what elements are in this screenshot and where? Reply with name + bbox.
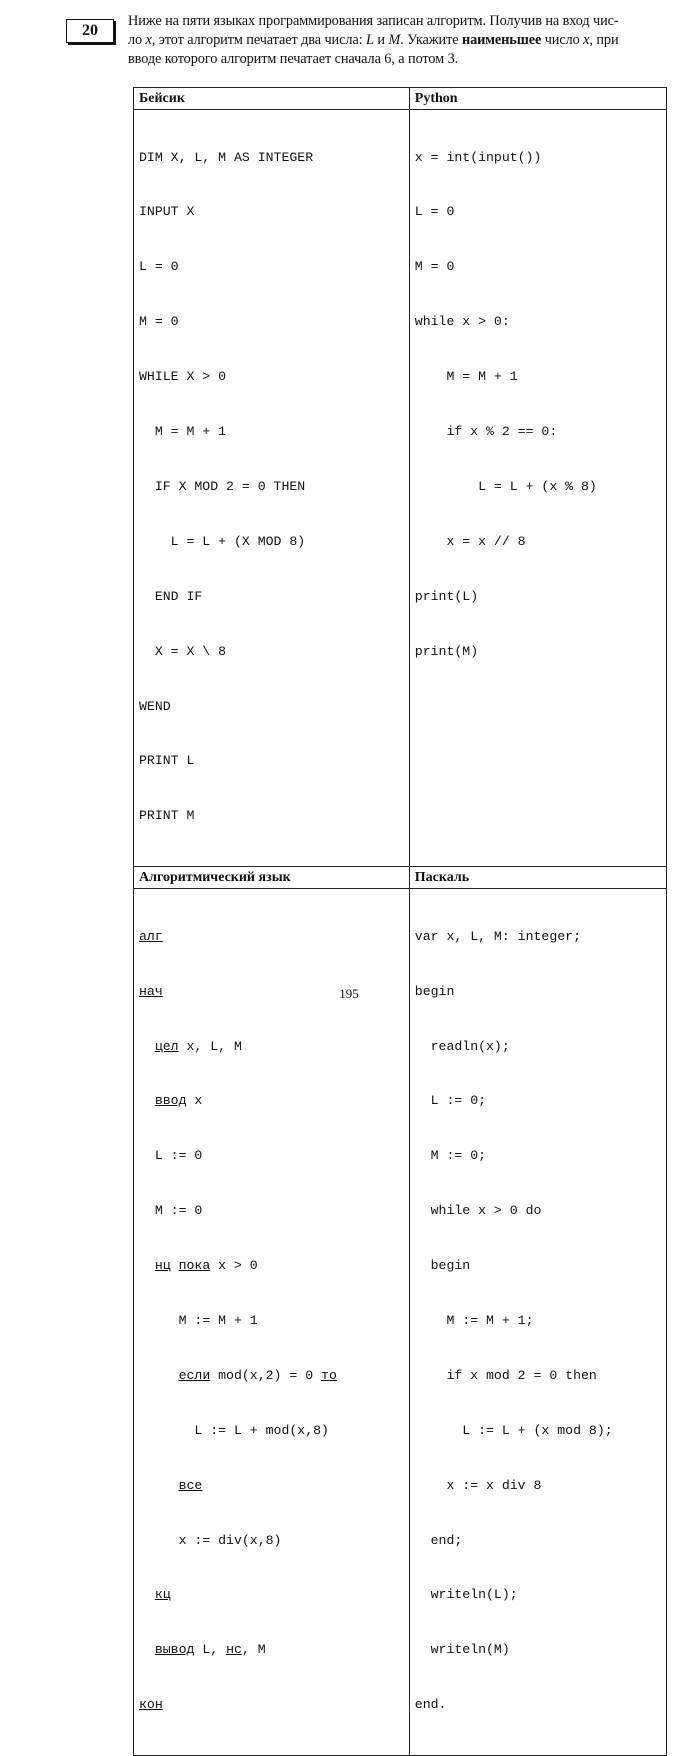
code-line <box>139 1477 404 1495</box>
code-line: print(M) <box>414 643 479 659</box>
task-line-1 <box>128 12 688 31</box>
var-M: M <box>388 32 401 48</box>
code-text: x := div(x,8) <box>178 1532 282 1548</box>
keyword: кц <box>154 1587 171 1603</box>
code-table <box>133 87 667 1756</box>
code-line <box>139 1641 404 1659</box>
keyword: все <box>178 1477 203 1493</box>
code-text: mod(x,2) = 0 <box>210 1367 322 1383</box>
basic-header: Бейсик <box>134 88 410 110</box>
code-line: L = L + (X MOD 8) <box>139 533 306 549</box>
var-x: x <box>583 32 590 48</box>
code-line: print(L) <box>414 588 479 604</box>
keyword: нц <box>154 1258 171 1274</box>
code-text: L := 0 <box>154 1148 203 1164</box>
emphasis-word: наименьшее <box>461 32 542 48</box>
code-text: L := L + mod(x,8) <box>194 1422 329 1438</box>
task-text-part: и <box>373 32 389 48</box>
code-line: L = 0 <box>139 259 179 275</box>
task-text-part: , при <box>589 32 619 48</box>
code-line: x := x div 8 <box>414 1477 542 1493</box>
task-number: 20 <box>66 19 114 43</box>
code-line: END IF <box>139 588 203 604</box>
python-code-cell <box>409 110 666 867</box>
code-line: X = X \ 8 <box>139 643 227 659</box>
code-line <box>139 1696 404 1714</box>
task-line-3: вводе которого алгоритм печатает сначала 6, а потом 3. <box>128 51 459 67</box>
task-line-2 <box>128 31 688 50</box>
code-line: begin <box>414 1258 471 1274</box>
python-header: Python <box>409 88 666 110</box>
basic-code <box>134 110 409 866</box>
code-line: var x, L, M: integer; <box>414 928 581 944</box>
keyword: цел <box>154 1038 179 1054</box>
keyword: нс <box>226 1642 242 1658</box>
code-line: x = x // 8 <box>414 533 526 549</box>
code-line: M = 0 <box>139 314 179 330</box>
code-line: L = L + (x % 8) <box>414 478 597 494</box>
keyword: если <box>178 1367 211 1383</box>
python-code <box>410 110 666 702</box>
code-text: M := 0 <box>154 1203 203 1219</box>
var-L: L <box>365 32 374 48</box>
code-line: end. <box>414 1697 447 1713</box>
task-text-part: Ниже на пяти языках программирования записан алгоритм. Получив на вход чис- <box>128 13 619 29</box>
code-line: writeln(M) <box>414 1642 510 1658</box>
code-line: WEND <box>139 698 171 714</box>
code-text: x <box>186 1093 203 1109</box>
code-text: L, <box>194 1642 227 1658</box>
code-line <box>139 1038 404 1056</box>
var-x: x <box>145 32 152 48</box>
pascal-header: Паскаль <box>409 867 666 889</box>
pascal-code <box>410 889 666 1755</box>
code-line: PRINT M <box>139 808 195 824</box>
algo-code-cell <box>134 889 410 1756</box>
code-text: x > 0 <box>210 1258 258 1274</box>
keyword: алг <box>139 928 163 944</box>
code-line <box>139 1092 404 1110</box>
code-line <box>139 928 404 946</box>
code-text: , M <box>241 1642 266 1658</box>
task-statement <box>128 12 688 69</box>
code-line: IF X MOD 2 = 0 THEN <box>139 478 306 494</box>
code-line: end; <box>414 1532 463 1548</box>
task-text-part: . Укажите <box>400 32 462 48</box>
keyword: пока <box>178 1258 211 1274</box>
code-line <box>139 1257 404 1275</box>
code-text: M := M + 1 <box>178 1313 258 1328</box>
code-line: M := M + 1; <box>414 1313 534 1328</box>
code-line: L := 0; <box>414 1093 487 1109</box>
code-line <box>139 1312 404 1330</box>
basic-code-cell <box>134 110 410 867</box>
code-line <box>139 1532 404 1550</box>
code-line: x = int(input()) <box>414 149 542 165</box>
code-line: L := L + (x mod 8); <box>414 1422 613 1438</box>
code-line <box>139 1367 404 1385</box>
task-text-part: , этот алгоритм печатает два числа: <box>151 32 366 48</box>
code-line: DIM X, L, M AS INTEGER <box>139 149 314 165</box>
code-line: M = 0 <box>414 259 455 275</box>
keyword: кон <box>139 1697 163 1713</box>
code-line <box>139 1422 404 1440</box>
keyword: то <box>321 1367 337 1383</box>
code-line: readln(x); <box>414 1038 510 1054</box>
code-line <box>139 1586 404 1604</box>
code-line: writeln(L); <box>414 1587 518 1603</box>
code-line <box>139 1202 404 1220</box>
task-text-part: ло <box>128 32 146 48</box>
code-line: while x > 0 do <box>414 1203 542 1219</box>
task-text-part: число <box>541 32 584 48</box>
keyword: нач <box>139 983 163 999</box>
code-line: if x % 2 == 0: <box>414 424 558 440</box>
code-line: if x mod 2 = 0 then <box>414 1367 597 1383</box>
pascal-code-cell <box>409 889 666 1756</box>
code-line: while x > 0: <box>414 314 510 330</box>
code-line: WHILE X > 0 <box>139 369 227 385</box>
algo-header: Алгоритмический язык <box>134 867 410 889</box>
keyword: вывод <box>154 1642 195 1658</box>
code-text: x, L, M <box>178 1038 242 1054</box>
keyword: ввод <box>154 1093 187 1109</box>
code-line <box>139 1147 404 1165</box>
code-line: M = M + 1 <box>139 424 227 440</box>
code-line: L = 0 <box>414 204 455 220</box>
code-line: begin <box>414 983 455 999</box>
code-line: M := 0; <box>414 1148 487 1164</box>
algo-code <box>134 889 409 1755</box>
page-number: 195 <box>339 986 359 1001</box>
code-line: M = M + 1 <box>414 369 518 385</box>
code-line: INPUT X <box>139 204 195 220</box>
code-line: PRINT L <box>139 753 195 769</box>
